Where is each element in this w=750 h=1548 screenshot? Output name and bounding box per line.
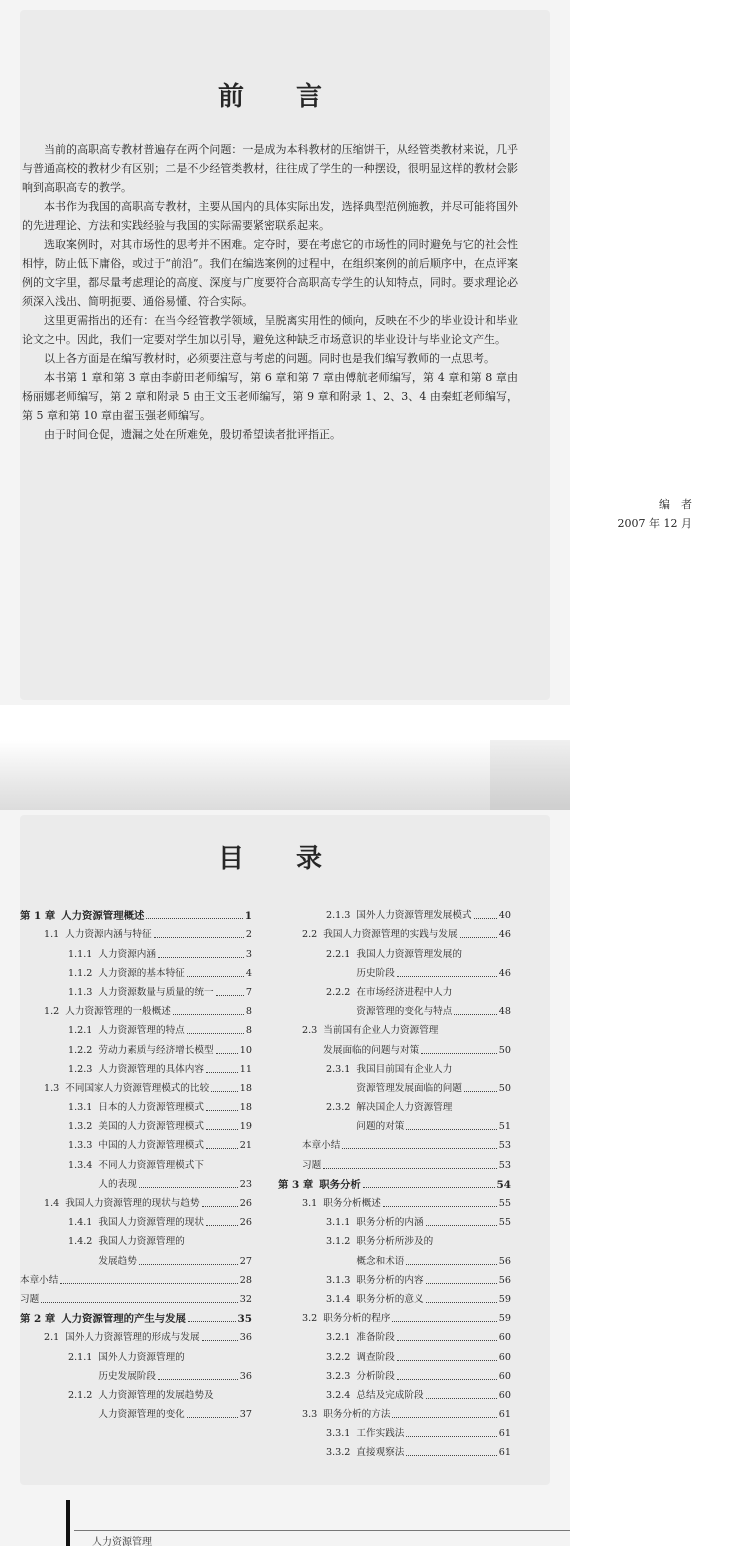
- toc-entry-title: 我国人力资源管理的实践与发展: [323, 929, 458, 941]
- toc-chapter-entry[interactable]: [20, 903, 252, 922]
- toc-entry-page: 56: [498, 1255, 511, 1267]
- toc-entry[interactable]: [20, 980, 252, 999]
- toc-entry-number: 2.3: [302, 1025, 318, 1037]
- toc-entry-page: 28: [239, 1274, 252, 1286]
- toc-entry-title: 资源管理的变化与特点: [356, 1006, 453, 1018]
- dot-leader: [173, 1014, 244, 1015]
- toc-entry-title: 人力资源数量与质量的统一: [98, 986, 214, 998]
- toc-entry-number: 2.3.2: [326, 1102, 351, 1114]
- toc-entry-number: 2.1.1: [68, 1351, 93, 1363]
- dot-leader: [426, 1302, 497, 1303]
- toc-entry-number: 1.1.2: [68, 967, 93, 979]
- preface-title: 前言: [217, 82, 374, 112]
- toc-entry-number: 1.3.4: [68, 1159, 93, 1171]
- toc-entry[interactable]: [278, 922, 511, 941]
- toc-entry-title: 习题: [302, 1159, 322, 1171]
- toc-entry-page: 23: [239, 1178, 252, 1190]
- toc-entry-title: 历史发展阶段: [98, 1370, 156, 1382]
- preface-paragraph: 以上各方面是在编写教材时，必须要注意与考虑的问题。同时也是我们编写教师的一点思考。: [44, 352, 495, 365]
- toc-entry-page: 26: [239, 1217, 252, 1229]
- toc-entry[interactable]: [20, 1287, 252, 1306]
- toc-entry-page: 32: [239, 1293, 252, 1305]
- dot-leader: [206, 1129, 238, 1130]
- toc-entry-number: 1.2.3: [68, 1063, 93, 1075]
- toc-entry[interactable]: [278, 1191, 511, 1210]
- toc-entry[interactable]: [278, 1210, 511, 1229]
- dot-leader: [60, 1283, 237, 1284]
- toc-entry-number: 1.3.3: [68, 1140, 93, 1152]
- toc-entry-title: 职务分析: [319, 1178, 361, 1191]
- toc-entry-page: 18: [239, 1102, 252, 1114]
- toc-entry-number: 2.1.2: [68, 1389, 93, 1401]
- toc-entry-title: 总结及完成阶段: [356, 1389, 424, 1401]
- toc-entry[interactable]: [20, 1018, 252, 1037]
- dot-leader: [216, 995, 244, 996]
- toc-entry-title: 人力资源管理概述: [61, 910, 145, 923]
- toc-entry-page: 19: [239, 1121, 252, 1133]
- toc-entry-page: 59: [498, 1313, 511, 1325]
- toc-entry-number: 3.1: [302, 1198, 318, 1209]
- dot-leader: [216, 1053, 238, 1054]
- toc-entry-page: 35: [237, 1313, 252, 1326]
- dot-leader: [406, 1436, 496, 1437]
- toc-entry-page: 48: [498, 1006, 511, 1018]
- toc-entry-number: 1.1.1: [68, 948, 93, 960]
- toc-entry-number: 2.1: [44, 1332, 60, 1344]
- toc-entry[interactable]: [278, 903, 511, 922]
- toc-entry-title: 资源管理发展面临的问题: [356, 1082, 462, 1094]
- toc-entry-title: 问题的对策: [356, 1121, 405, 1133]
- dot-leader: [323, 1168, 497, 1169]
- toc-entry-page: 8: [245, 1025, 252, 1037]
- toc-entry[interactable]: [20, 941, 252, 960]
- toc-entry-page: 59: [498, 1293, 511, 1305]
- toc-entry-title: 人的表现: [98, 1178, 137, 1190]
- preface-paragraph: 本书第 1 章和第 3 章由李蔚田老师编写，第 6 章和第 7 章由傅航老师编写，第 4 章和第 8 章由杨丽娜老师编写，第 2 章和附录 5 由王文玉老师编写，第 9 章和附录 1、2、3、4 由秦虹老师编写，第 5 章和第 10 章由翟玉强老师编写。: [22, 371, 518, 422]
- toc-entry-title: 劳动力素质与经济增长模型: [98, 1044, 214, 1056]
- toc-entry-title: 在市场经济进程中人力: [356, 986, 453, 998]
- toc-entry-title: 分析阶段: [356, 1370, 395, 1382]
- toc-entry-page: 2: [245, 929, 252, 941]
- toc-entry-title: 人力资源内涵: [98, 948, 156, 960]
- toc-entry-page: 46: [498, 967, 511, 979]
- dot-leader: [342, 1148, 496, 1149]
- toc-entry-title: 直接观察法: [356, 1447, 405, 1459]
- toc-entry-page: 40: [498, 910, 511, 922]
- toc-entry-number: 2.2.1: [326, 948, 351, 960]
- dot-leader: [397, 1360, 497, 1361]
- toc-entry[interactable]: [278, 941, 511, 960]
- toc-entry-number: 第 1 章: [20, 910, 56, 923]
- toc-entry-title: 国外人力资源管理发展模式: [356, 910, 472, 922]
- toc-entry[interactable]: [20, 1248, 252, 1267]
- toc-entry-number: 3.2.1: [326, 1332, 351, 1344]
- dot-leader: [392, 1321, 496, 1322]
- toc-entry-title: 不同国家人力资源管理模式的比较: [65, 1082, 210, 1094]
- toc-entry[interactable]: [278, 1229, 511, 1248]
- toc-entry[interactable]: [278, 1114, 511, 1133]
- toc-entry-title: 职务分析的内涵: [356, 1217, 424, 1229]
- dot-leader: [397, 1379, 497, 1380]
- toc-entry-title: 人力资源内涵与特征: [65, 929, 152, 941]
- toc-entry-number: 3.1.1: [326, 1217, 351, 1229]
- toc-entry[interactable]: [278, 1037, 511, 1056]
- toc-entry-number: 3.2: [302, 1313, 318, 1325]
- toc-entry-title: 我国人力资源管理的: [98, 1236, 185, 1248]
- preface-date: 2007 年 12 月: [617, 517, 692, 530]
- toc-entry-title: 解决国企人力资源管理: [356, 1102, 453, 1114]
- toc-entry[interactable]: [20, 1133, 252, 1152]
- toc-entry-page: 60: [498, 1332, 511, 1344]
- toc-entry-title: 习题: [20, 1293, 40, 1305]
- toc-entry-title: 人力资源管理的具体内容: [98, 1063, 204, 1075]
- toc-entry-number: 3.1.2: [326, 1236, 351, 1248]
- toc-entry[interactable]: [20, 1268, 252, 1287]
- toc-entry-number: 3.3.2: [326, 1447, 351, 1459]
- toc-entry-page: 10: [239, 1044, 252, 1056]
- toc-entry[interactable]: [20, 1095, 252, 1114]
- toc-entry-page: 53: [498, 1159, 511, 1171]
- toc-entry-title: 准备阶段: [356, 1332, 395, 1344]
- toc-entry-number: 2.2: [302, 929, 318, 941]
- toc-entry-page: 1: [244, 910, 252, 923]
- toc-entry-number: 2.2.2: [326, 986, 351, 998]
- toc-entry-page: 3: [245, 948, 252, 960]
- dot-leader: [426, 1398, 497, 1399]
- preface-signature: 编 者: [659, 498, 692, 511]
- toc-entry-number: 1.3: [44, 1082, 60, 1094]
- toc-entry-title: 人力资源管理的发展趋势及: [98, 1389, 214, 1401]
- toc-entry[interactable]: [20, 1229, 252, 1248]
- toc-entry[interactable]: [20, 1191, 252, 1210]
- toc-entry-number: 3.1.3: [326, 1274, 351, 1286]
- footer-line: [74, 1530, 570, 1531]
- dot-leader: [202, 1340, 238, 1341]
- toc-entry-number: 1.3.2: [68, 1121, 93, 1133]
- toc-entry[interactable]: [278, 1133, 511, 1152]
- toc-entry[interactable]: [20, 1344, 252, 1363]
- dot-leader: [187, 976, 244, 977]
- toc-chapter-entry[interactable]: [278, 1172, 511, 1191]
- toc-entry[interactable]: [278, 999, 511, 1018]
- dot-leader: [206, 1072, 238, 1073]
- dot-leader: [188, 1321, 236, 1322]
- toc-entry-title: 美国的人力资源管理模式: [98, 1121, 204, 1133]
- toc-entry[interactable]: [278, 1057, 511, 1076]
- preface-paragraph: 本书作为我国的高职高专教材，主要从国内的具体实际出发，选择典型范例施教，并尽可能将国外的先进理论、方法和实践经验与我国的实际需要紧密联系起来。: [22, 200, 518, 232]
- dot-leader: [206, 1110, 238, 1111]
- running-head: 人力资源管理: [92, 1537, 152, 1548]
- toc-entry-page: 56: [498, 1274, 511, 1286]
- toc-entry-title: 人力资源管理的变化: [98, 1409, 185, 1421]
- toc-entry-page: 26: [239, 1198, 252, 1209]
- toc-entry-number: 3.2.2: [326, 1351, 351, 1363]
- dot-leader: [206, 1225, 238, 1226]
- toc-entry-number: 3.1.4: [326, 1293, 351, 1305]
- dot-leader: [464, 1091, 497, 1092]
- dot-leader: [397, 976, 497, 977]
- toc-entry-title: 不同人力资源管理模式下: [98, 1159, 204, 1171]
- toc-entry-page: 11: [239, 1063, 252, 1075]
- toc-entry-page: 53: [498, 1140, 511, 1152]
- toc-entry-page: 60: [498, 1351, 511, 1363]
- toc-entry[interactable]: [20, 999, 252, 1018]
- toc-entry-number: 2.3.1: [326, 1063, 351, 1075]
- toc-entry-title: 我国人力资源管理的现状与趋势: [65, 1198, 200, 1209]
- toc-entry-number: 1.1.3: [68, 986, 93, 998]
- preface-paragraph: 选取案例时，对其市场性的思考并不困难。定夺时，要在考虑它的市场性的同时避免与它的社会性相悖，防止低下庸俗，或过于“前沿”。我们在编选案例的过程中，在组织案例的前后顺序中，在点评案例的文字里，都尽量考虑理论的高度、深度与广度要符合高职高专学生的认知特点，同时。要求理论必须深入浅出、简明扼要、通俗易懂、符合实际。: [22, 238, 518, 308]
- toc-entry-title: 国外人力资源管理的: [98, 1351, 185, 1363]
- toc-entry-title: 国外人力资源管理的形成与发展: [65, 1332, 200, 1344]
- toc-entry[interactable]: [278, 1325, 511, 1344]
- toc-entry-title: 我国人力资源管理发展的: [356, 948, 462, 960]
- toc-entry[interactable]: [278, 1248, 511, 1267]
- toc-entry-page: 27: [239, 1255, 252, 1267]
- dot-leader: [146, 918, 242, 919]
- dot-leader: [187, 1417, 238, 1418]
- toc-entry-page: 18: [239, 1082, 252, 1094]
- toc-entry[interactable]: [20, 961, 252, 980]
- dot-leader: [474, 918, 497, 919]
- scan-smudge: [490, 740, 570, 810]
- toc-entry-number: 1.2.2: [68, 1044, 93, 1056]
- toc-entry-page: 61: [498, 1409, 511, 1421]
- toc-entry[interactable]: [278, 1268, 511, 1287]
- toc-entry-title: 人力资源管理的产生与发展: [61, 1313, 186, 1326]
- toc-entry-title: 我国人力资源管理的现状: [98, 1217, 204, 1229]
- toc-entry-page: 54: [496, 1178, 511, 1191]
- dot-leader: [154, 937, 244, 938]
- toc-entry-number: 1.2: [44, 1006, 60, 1018]
- toc-entry-number: 1.4.1: [68, 1217, 93, 1229]
- toc-entry-title: 职务分析的意义: [356, 1293, 424, 1305]
- toc-entry[interactable]: [20, 1210, 252, 1229]
- toc-right-column: [278, 903, 511, 1459]
- preface-body: [22, 140, 518, 444]
- dot-leader: [406, 1264, 496, 1265]
- toc-entry-title: 职务分析的方法: [323, 1409, 391, 1421]
- toc-entry[interactable]: [278, 961, 511, 980]
- toc-entry[interactable]: [278, 1306, 511, 1325]
- toc-entry-number: 1.4.2: [68, 1236, 93, 1248]
- dot-leader: [211, 1091, 238, 1092]
- dot-leader: [363, 1187, 495, 1188]
- toc-entry[interactable]: [20, 1172, 252, 1191]
- toc-entry-title: 职务分析概述: [323, 1198, 381, 1209]
- toc-entry-title: 概念和术语: [356, 1255, 405, 1267]
- toc-entry-page: 61: [498, 1428, 511, 1440]
- toc-entry[interactable]: [278, 1018, 511, 1037]
- dot-leader: [41, 1302, 238, 1303]
- toc-entry-title: 本章小结: [302, 1140, 341, 1152]
- toc-entry-number: 3.3.1: [326, 1428, 351, 1440]
- toc-entry[interactable]: [20, 1402, 252, 1421]
- toc-entry[interactable]: [278, 1421, 511, 1440]
- preface-paragraph: 由于时间仓促，遗漏之处在所难免，殷切希望读者批评指正。: [44, 428, 341, 441]
- dot-leader: [397, 1340, 497, 1341]
- preface-paragraph: 当前的高职高专教材普遍存在两个问题：一是成为本科教材的压缩饼干，从经管类教材来说，几乎与普通高校的教材少有区别；二是不少经管类教材，往往成了学生的一种摆设，很明显这样的教材会影响到高职高专的教学。: [22, 143, 518, 194]
- toc-left-column: [20, 903, 252, 1421]
- toc-entry-number: 3.2.4: [326, 1389, 351, 1401]
- toc-title: 目录: [217, 844, 374, 874]
- dot-leader: [406, 1129, 496, 1130]
- dot-leader: [158, 957, 244, 958]
- toc-entry[interactable]: [20, 1114, 252, 1133]
- toc-entry-title: 工作实践法: [356, 1428, 405, 1440]
- dot-leader: [426, 1225, 497, 1226]
- toc-entry-page: 61: [498, 1447, 511, 1459]
- toc-entry-number: 1.3.1: [68, 1102, 93, 1114]
- toc-entry[interactable]: [20, 1383, 252, 1402]
- toc-entry[interactable]: [278, 1152, 511, 1171]
- toc-entry-title: 人力资源管理的一般概述: [65, 1006, 171, 1018]
- toc-entry-title: 日本的人力资源管理模式: [98, 1102, 204, 1114]
- toc-entry-title: 中国的人力资源管理模式: [98, 1140, 204, 1152]
- toc-entry-title: 人力资源的基本特征: [98, 967, 185, 979]
- toc-entry-number: 2.1.3: [326, 910, 351, 922]
- dot-leader: [392, 1417, 496, 1418]
- dot-leader: [158, 1379, 238, 1380]
- toc-entry-page: 7: [245, 986, 252, 998]
- toc-entry-number: 1.2.1: [68, 1025, 93, 1037]
- toc-entry-page: 4: [245, 967, 252, 979]
- toc-entry-title: 职务分析所涉及的: [356, 1236, 434, 1248]
- toc-entry-title: 职务分析的程序: [323, 1313, 391, 1325]
- dot-leader: [454, 1014, 496, 1015]
- toc-entry[interactable]: [20, 1325, 252, 1344]
- toc-entry-page: 36: [239, 1332, 252, 1344]
- toc-entry-page: 60: [498, 1370, 511, 1382]
- toc-entry-title: 当前国有企业人力资源管理: [323, 1025, 439, 1037]
- toc-entry-page: 21: [239, 1140, 252, 1152]
- dot-leader: [460, 937, 497, 938]
- toc-entry[interactable]: [278, 1440, 511, 1459]
- toc-entry[interactable]: [278, 1287, 511, 1306]
- scan-shadow-band: [0, 740, 570, 810]
- toc-entry-title: 调查阶段: [356, 1351, 395, 1363]
- dot-leader: [187, 1033, 244, 1034]
- toc-entry[interactable]: [278, 1344, 511, 1363]
- toc-entry-title: 职务分析的内容: [356, 1274, 424, 1286]
- dot-leader: [383, 1206, 497, 1207]
- toc-chapter-entry[interactable]: [20, 1306, 252, 1325]
- toc-entry-title: 本章小结: [20, 1274, 59, 1286]
- dot-leader: [206, 1148, 238, 1149]
- toc-entry-page: 51: [498, 1121, 511, 1133]
- toc-entry-page: 8: [245, 1006, 252, 1018]
- dot-leader: [426, 1283, 497, 1284]
- toc-entry-page: 60: [498, 1389, 511, 1401]
- toc-entry-title: 人力资源管理的特点: [98, 1025, 185, 1037]
- toc-entry-number: 3.2.3: [326, 1370, 351, 1382]
- toc-entry-page: 50: [498, 1082, 511, 1094]
- toc-entry[interactable]: [278, 1383, 511, 1402]
- dot-leader: [139, 1187, 238, 1188]
- toc-entry-page: 36: [239, 1370, 252, 1382]
- toc-entry[interactable]: [278, 1364, 511, 1383]
- toc-entry[interactable]: [278, 980, 511, 999]
- toc-entry-page: 37: [239, 1409, 252, 1421]
- toc-entry[interactable]: [278, 1095, 511, 1114]
- toc-entry-title: 发展面临的问题与对策: [323, 1044, 420, 1056]
- toc-entry-title: 历史阶段: [356, 967, 395, 979]
- toc-entry[interactable]: [278, 1402, 511, 1421]
- toc-entry-number: 1.1: [44, 929, 60, 941]
- toc-entry-number: 第 2 章: [20, 1313, 56, 1326]
- toc-entry-number: 1.4: [44, 1198, 60, 1209]
- toc-entry[interactable]: [20, 1152, 252, 1171]
- dot-leader: [139, 1264, 238, 1265]
- toc-entry[interactable]: [20, 1076, 252, 1095]
- toc-entry[interactable]: [20, 1057, 252, 1076]
- toc-entry-page: 46: [498, 929, 511, 941]
- toc-entry-number: 3.3: [302, 1409, 318, 1421]
- toc-entry[interactable]: [20, 1037, 252, 1056]
- toc-entry-page: 55: [498, 1198, 511, 1209]
- toc-entry[interactable]: [20, 1364, 252, 1383]
- dot-leader: [202, 1206, 238, 1207]
- dot-leader: [406, 1455, 496, 1456]
- toc-entry-page: 50: [498, 1044, 511, 1056]
- toc-entry-page: 55: [498, 1217, 511, 1229]
- toc-entry[interactable]: [278, 1076, 511, 1095]
- toc-entry[interactable]: [20, 922, 252, 941]
- toc-entry-number: 第 3 章: [278, 1178, 314, 1191]
- dot-leader: [421, 1053, 497, 1054]
- preface-paragraph: 这里更需指出的还有：在当今经管教学领域，呈脱离实用性的倾向，反映在不少的毕业设计和毕业论文之中。因此，我们一定要对学生加以引导，避免这种缺乏市场意识的毕业设计与毕业论文产生。: [22, 314, 518, 346]
- toc-entry-title: 我国目前国有企业人力: [356, 1063, 453, 1075]
- footer-rule: [66, 1500, 70, 1546]
- toc-entry-title: 发展趋势: [98, 1255, 137, 1267]
